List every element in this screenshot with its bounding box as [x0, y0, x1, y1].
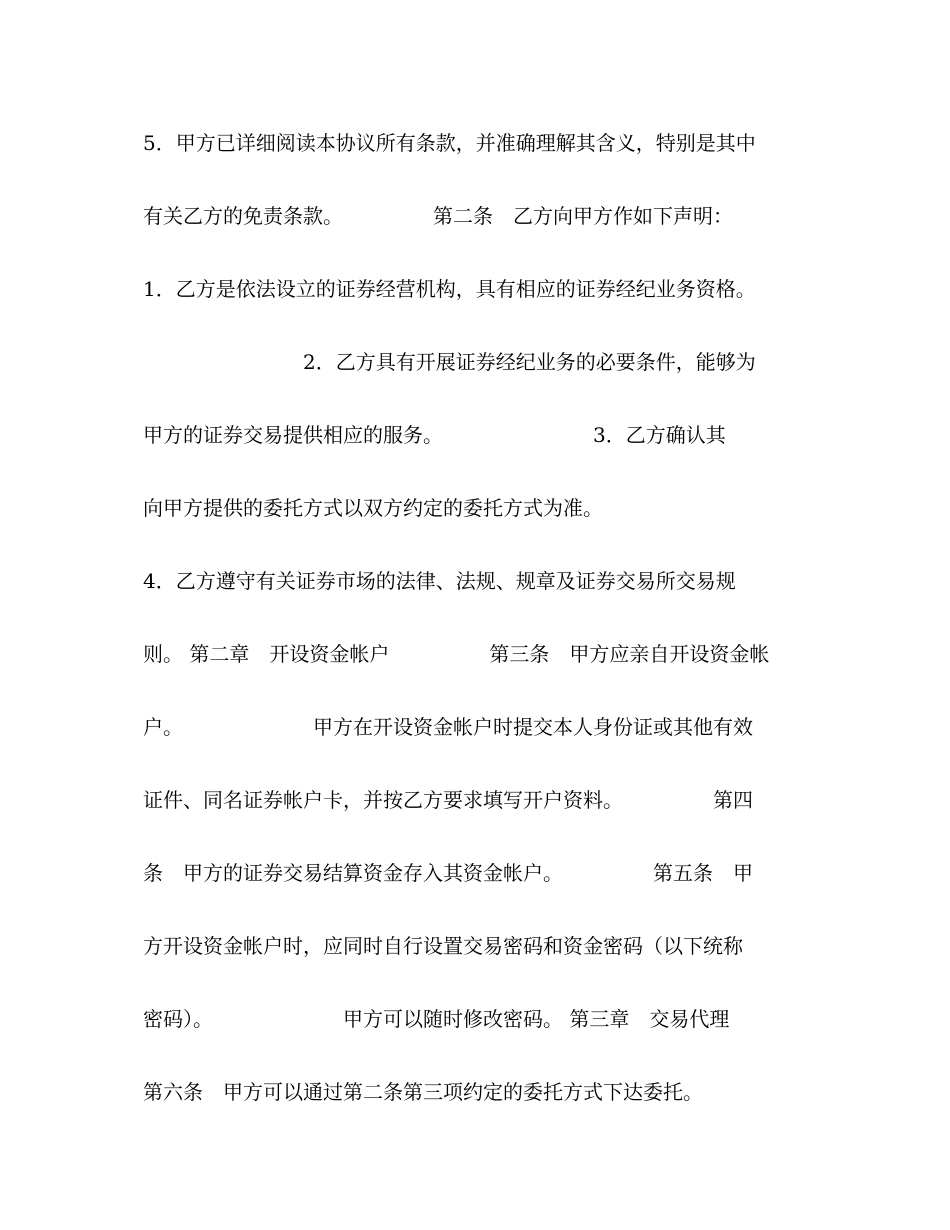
text-line: 4．乙方遵守有关证券市场的法律、法规、规章及证券交易所交易规: [143, 569, 736, 593]
text-line: 甲方的证券交易提供相应的服务。 3．乙方确认其: [143, 423, 726, 447]
text-line: 第六条 甲方可以通过第二条第三项约定的委托方式下达委托。: [143, 1080, 703, 1104]
text-line: 条 甲方的证券交易结算资金存入其资金帐户。 第五条 甲: [143, 861, 753, 885]
text-line: 有关乙方的免责条款。 第二条 乙方向甲方作如下声明：: [143, 204, 733, 228]
text-line: 户。 甲方在开设资金帐户时提交本人身份证或其他有效: [143, 715, 753, 739]
text-line: 密码）。 甲方可以随时修改密码。 第三章 交易代理: [143, 1007, 730, 1031]
text-line: 向甲方提供的委托方式以双方约定的委托方式为准。: [143, 496, 603, 520]
text-line: 方开设资金帐户时，应同时自行设置交易密码和资金密码（以下统称: [143, 934, 743, 958]
text-line: 2．乙方具有开展证券经纪业务的必要条件，能够为: [143, 350, 756, 374]
text-line: 5．甲方已详细阅读本协议所有条款，并准确理解其含义，特别是其中: [143, 131, 756, 155]
text-line: 证件、同名证券帐户卡，并按乙方要求填写开户资料。 第四: [143, 788, 753, 812]
text-line: 则。 第二章 开设资金帐户 第三条 甲方应亲自开设资金帐: [143, 642, 770, 666]
text-line: 1．乙方是依法设立的证券经营机构，具有相应的证券经纪业务资格。: [143, 277, 756, 301]
